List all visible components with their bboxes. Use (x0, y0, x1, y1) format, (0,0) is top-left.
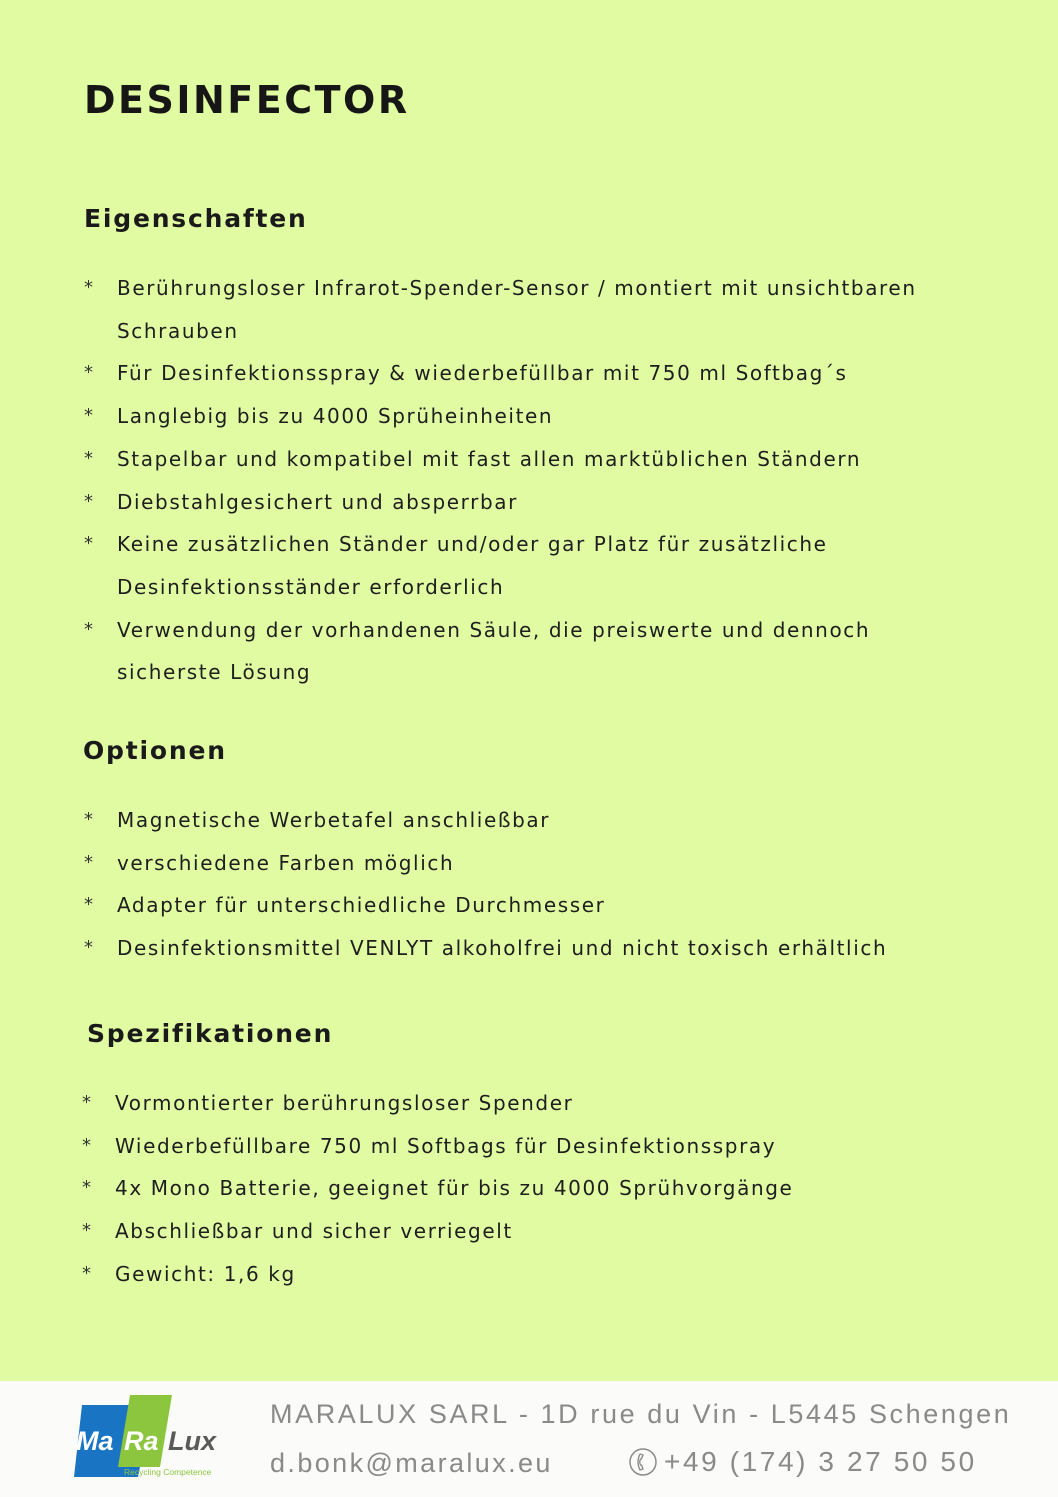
phone-number: +49 (174) 3 27 50 50 (664, 1446, 977, 1477)
list-item: * Stapelbar und kompatibel mit fast allen marktüblichen Ständern (84, 438, 984, 481)
eigenschaften-list (84, 267, 984, 694)
list-item: * Berührungsloser Infrarot-Spender-Sensor / montiert mit unsichtbaren Schrauben (84, 267, 984, 352)
bullet-asterisk: * (84, 405, 95, 427)
list-item: * Wiederbefüllbare 750 ml Softbags für Desinfektionsspray (82, 1125, 982, 1168)
list-item: * Magnetische Werbetafel anschließbar (84, 799, 984, 842)
section-heading-eigenschaften: Eigenschaften (84, 204, 308, 233)
bullet-asterisk: * (84, 447, 95, 469)
bullet-asterisk: * (84, 618, 95, 640)
bullet-asterisk: * (84, 937, 95, 959)
email-address[interactable]: d.bonk@maralux.eu (270, 1448, 553, 1478)
bullet-asterisk: * (84, 894, 95, 916)
bullet-asterisk: * (84, 362, 95, 384)
phone-contact[interactable] (628, 1446, 977, 1478)
bullet-asterisk: * (84, 809, 95, 830)
list-item: * Verwendung der vorhandenen Säule, die preiswerte und dennoch sicherste Lösung (84, 609, 927, 694)
phone-icon (628, 1447, 658, 1477)
company-address: MARALUX SARL - 1D rue du Vin - L5445 Schengen (270, 1399, 1012, 1429)
list-item: * Diebstahlgesichert und absperrbar (84, 481, 984, 524)
list-item: * Adapter für unterschiedliche Durchmesser (84, 884, 984, 927)
logo-text-ra: Ra (124, 1426, 159, 1456)
list-item: * 4x Mono Batterie, geeignet für bis zu 4000 Sprühvorgänge (82, 1167, 982, 1210)
list-item: * verschiedene Farben möglich (84, 842, 984, 885)
logo-text-ma: Ma (76, 1426, 114, 1456)
bullet-asterisk: * (82, 1262, 93, 1284)
optionen-list (84, 799, 984, 970)
bullet-asterisk: * (84, 277, 95, 298)
section-heading-spezifikationen: Spezifikationen (87, 1019, 334, 1048)
list-item: * Vormontierter berührungsloser Spender (82, 1082, 982, 1125)
bullet-asterisk: * (84, 490, 95, 512)
bullet-asterisk: * (82, 1134, 93, 1156)
list-item: * Abschließbar und sicher verriegelt (82, 1210, 982, 1253)
maralux-logo (72, 1395, 232, 1479)
spezifikationen-list (82, 1082, 982, 1296)
bullet-asterisk: * (82, 1177, 93, 1199)
logo-text-lux: Lux (168, 1426, 217, 1456)
list-item: * Langlebig bis zu 4000 Sprüheinheiten (84, 395, 984, 438)
bullet-asterisk: * (84, 533, 95, 555)
section-heading-optionen: Optionen (83, 736, 227, 765)
bullet-asterisk: * (82, 1220, 93, 1242)
bullet-asterisk: * (84, 851, 95, 873)
footer (0, 1381, 1058, 1497)
list-item: * Desinfektionsmittel VENLYT alkoholfrei und nicht toxisch erhältlich (84, 927, 984, 970)
bullet-asterisk: * (82, 1092, 93, 1113)
page-title: DESINFECTOR (84, 78, 410, 122)
list-item: * Keine zusätzlichen Ständer und/oder gar Platz für zusätzliche Desinfektionsständer erforderlich (84, 523, 877, 608)
list-item: * Für Desinfektionsspray & wiederbefüllbar mit 750 ml Softbag´s (84, 352, 984, 395)
list-item: * Gewicht: 1,6 kg (82, 1253, 982, 1296)
logo-tagline: Recycling Competence (124, 1467, 212, 1477)
